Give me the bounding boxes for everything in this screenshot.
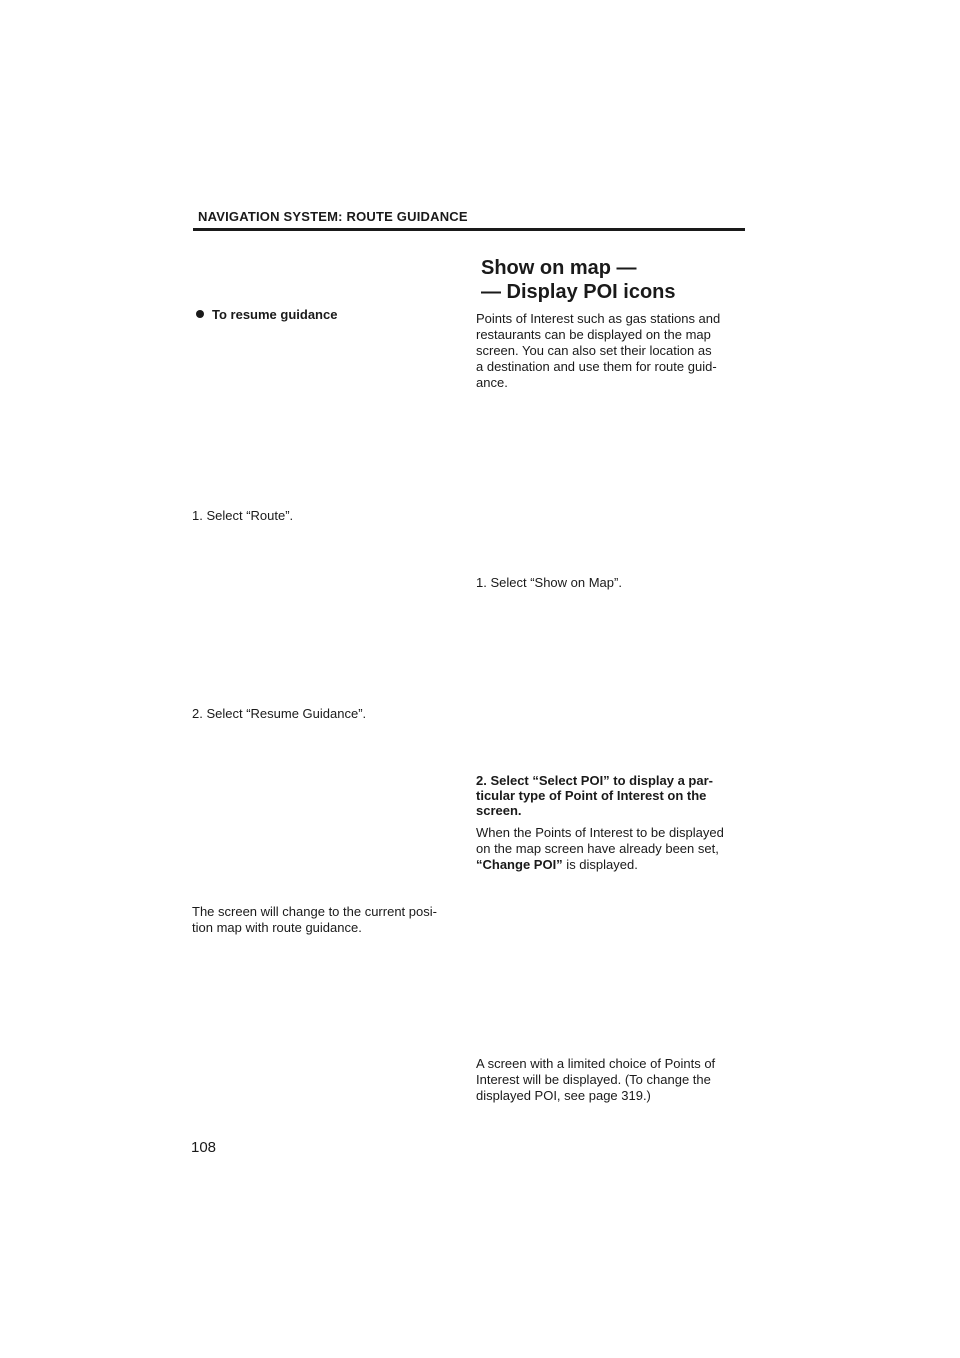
right-step-2-line-1: 2. Select “Select POI” to display a par- [476,773,713,788]
left-result-line-1: The screen will change to the current posi- [192,904,437,919]
note-line-1: When the Points of Interest to be displayed [476,825,724,840]
right-result-line-3: displayed POI, see page 319.) [476,1088,651,1103]
note-line-3-rest: is displayed. [562,857,638,872]
left-result-paragraph [192,904,462,936]
change-poi-label: “Change POI” [476,857,563,872]
header-rule [193,228,745,231]
intro-paragraph [476,311,744,391]
change-poi-note [476,825,746,873]
intro-line-1: Points of Interest such as gas stations and [476,311,721,326]
bullet-heading [196,307,337,322]
intro-line-3: screen. You can also set their location as [476,343,712,358]
left-step-1: 1. Select “Route”. [192,508,294,523]
bullet-heading-text: To resume guidance [212,307,338,322]
intro-line-4: a destination and use them for route guid- [476,359,717,374]
right-step-2 [476,773,744,818]
intro-line-2: restaurants can be displayed on the map [476,327,711,342]
bullet-dot-icon [196,310,204,318]
right-step-2-line-3: screen. [476,803,522,818]
section-heading [481,256,676,304]
note-line-3 [476,857,746,873]
left-step-2: 2. Select “Resume Guidance”. [192,706,367,721]
right-step-1: 1. Select “Show on Map”. [476,575,622,590]
page-number: 108 [191,1139,217,1156]
left-result-line-2: tion map with route guidance. [192,920,362,935]
note-line-2: on the map screen have already been set, [476,841,719,856]
section-heading-line-2: — Display POI icons [481,281,676,303]
section-heading-line-1: Show on map — [481,257,637,279]
running-header: NAVIGATION SYSTEM: ROUTE GUIDANCE [198,209,468,224]
right-result-line-1: A screen with a limited choice of Points of [476,1056,716,1071]
right-step-2-line-2: ticular type of Point of Interest on the [476,788,707,803]
intro-line-5: ance. [476,375,508,390]
right-result-paragraph [476,1056,746,1104]
right-result-line-2: Interest will be displayed. (To change the [476,1072,711,1087]
